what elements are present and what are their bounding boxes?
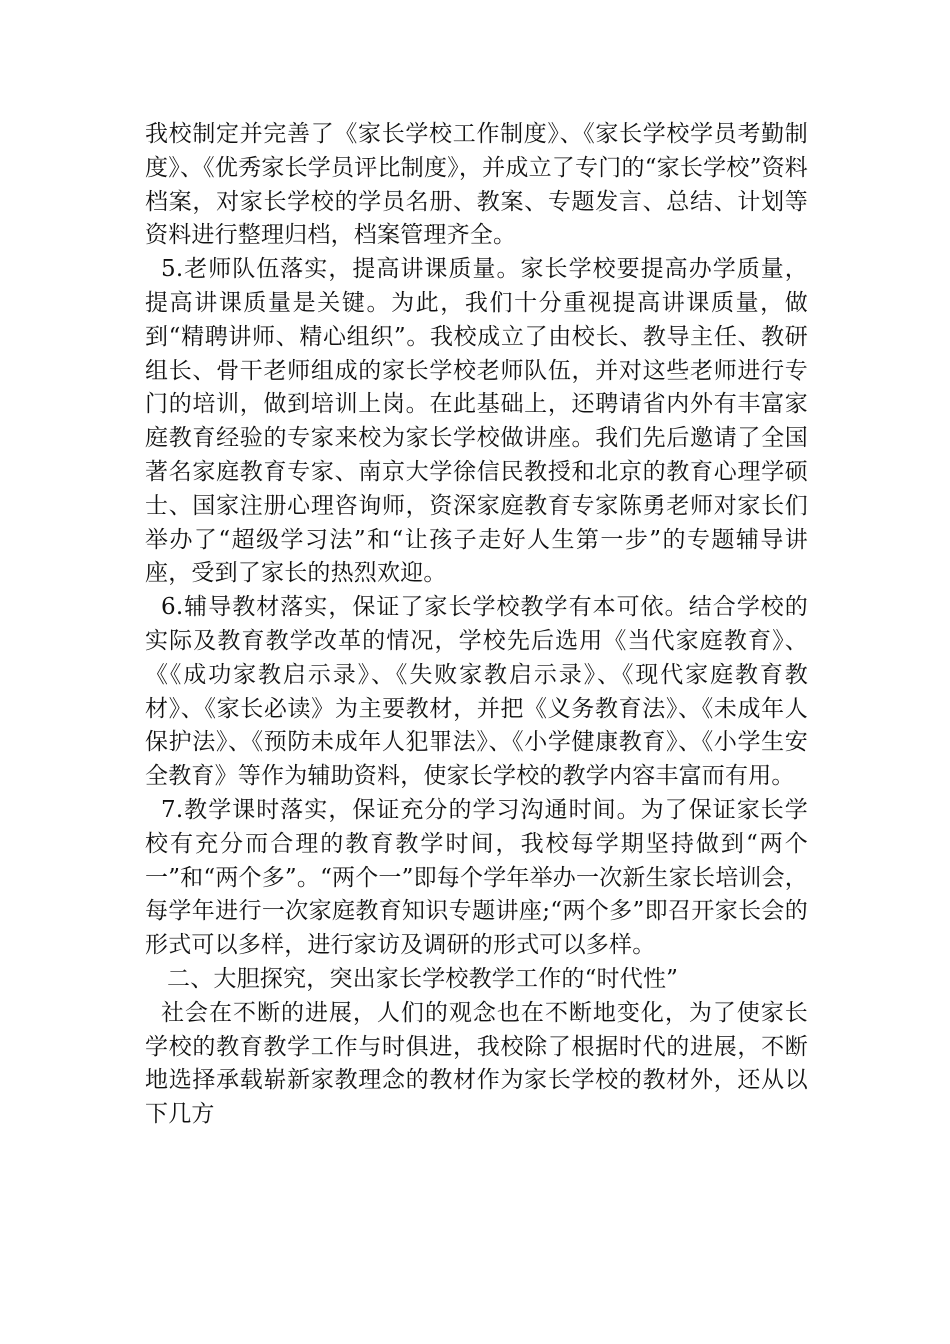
paragraph-5-teacher-team: 5.老师队伍落实，提高讲课质量。家长学校要提高办学质量，提高讲课质量是关键。为此，我们十分重视提高讲课质量，做到“精聘讲师、精心组织”。我校成立了由校长、教导主任、教研组长、骨干老师组成的家长学校老师队伍，并对这些老师进行专门的培训，做到培训上岗。在此基础上，还聘请省内外有丰富家庭教育经验的专家来校为家长学校做讲座。我们先后邀请了全国著名家庭教育专家、南京大学徐信民教授和北京的教育心理学硕士、国家注册心理咨询师，资深家庭教育专家陈勇老师对家长们举办了“超级学习法”和“让孩子走好人生第一步”的专题辅导讲座，受到了家长的热烈欢迎。	[145, 256, 808, 587]
paragraph-7-class-hours: 7.教学课时落实，保证充分的学习沟通时间。为了保证家长学校有充分而合理的教育教学时间，我校每学期坚持做到“两个一”和“两个多”。“两个一”即每个学年举办一次新生家长培训会，每学年进行一次家庭教育知识专题讲座;“两个多”即召开家长会的形式可以多样，进行家访及调研的形式可以多样。	[145, 796, 808, 959]
section-heading-2: 二、大胆探究，突出家长学校教学工作的“时代性”	[167, 965, 679, 992]
paragraph-intro-archive: 我校制定并完善了《家长学校工作制度》、《家长学校学员考勤制度》、《优秀家长学员评比制度》，并成立了专门的“家长学校”资料档案，对家长学校的学员名册、教案、专题发言、总结、计划等资料进行整理归档，档案管理齐全。	[145, 121, 808, 249]
paragraph-society-progress: 社会在不断的进展，人们的观念也在不断地变化，为了使家长学校的教育教学工作与时俱进，我校除了根据时代的进展，不断地选择承载崭新家教理念的教材作为家长学校的教材外，还从以下几方	[145, 999, 808, 1128]
document-body	[145, 118, 808, 1132]
paragraph-6-textbooks: 6.辅导教材落实，保证了家长学校教学有本可依。结合学校的实际及教育教学改革的情况，学校先后选用《当代家庭教育》、《《成功家教启示录》、《失败家教启示录》、《现代家庭教育教材》、《家长必读》为主要教材，并把《义务教育法》、《未成年人保护法》、《预防未成年人犯罪法》、《小学健康教育》、《小学生安全教育》等作为辅助资料，使家长学校的教学内容丰富而有用。	[145, 594, 808, 790]
